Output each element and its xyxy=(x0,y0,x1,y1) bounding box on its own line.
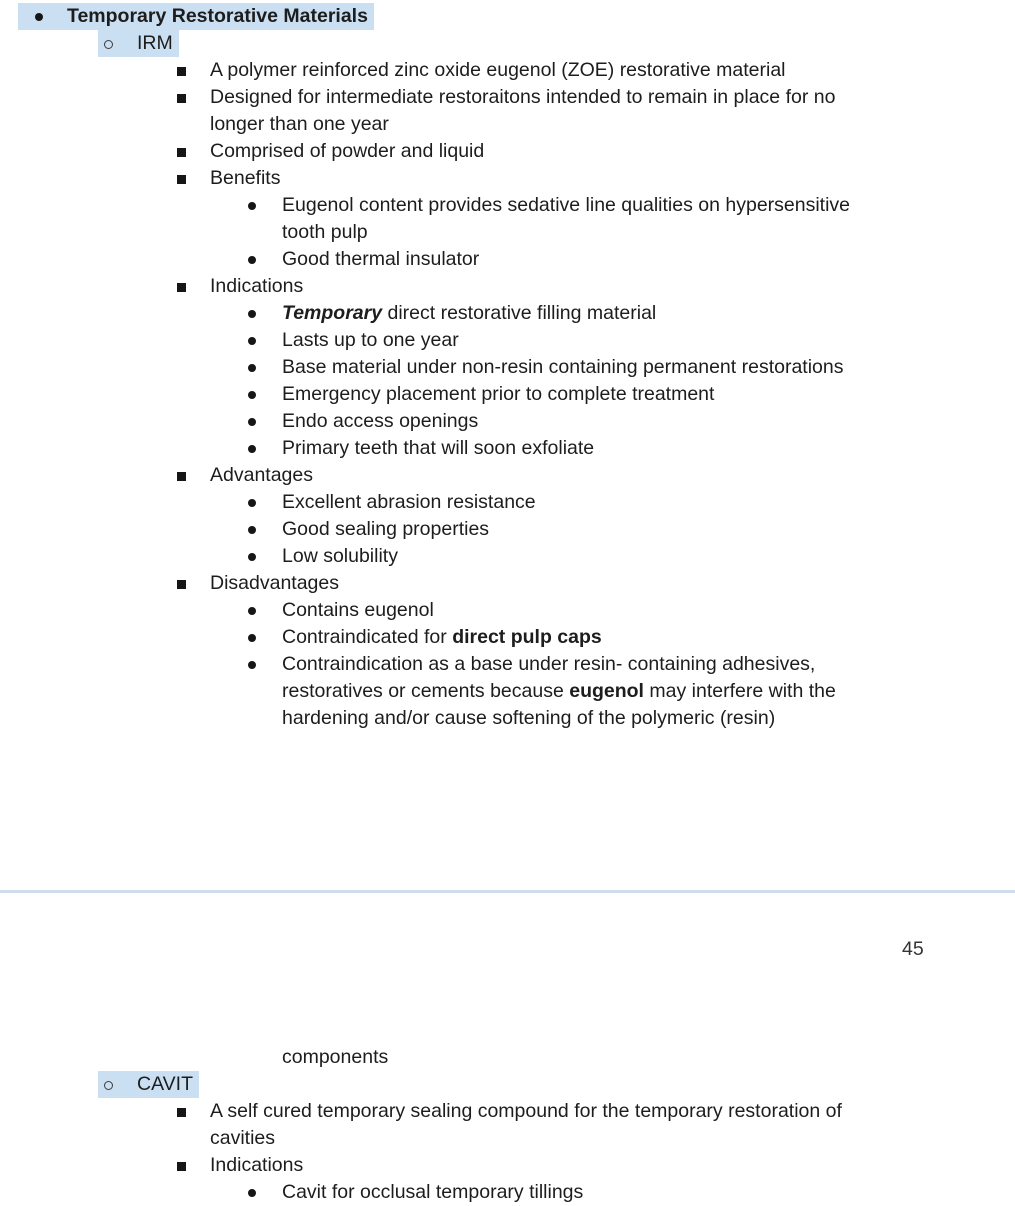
text-run: Temporary xyxy=(282,302,383,324)
list-item[interactable] xyxy=(0,489,1015,516)
list-item[interactable] xyxy=(0,651,1015,678)
text-run: Lasts up to one year xyxy=(282,329,459,351)
list-item-text xyxy=(282,435,594,462)
text-run: Good sealing properties xyxy=(282,518,490,540)
list-item[interactable] xyxy=(0,84,1015,111)
list-item[interactable] xyxy=(0,57,1015,84)
list-item-text xyxy=(282,381,714,408)
bullet-disc-icon xyxy=(248,418,256,426)
list-item-text xyxy=(282,246,479,273)
list-item[interactable] xyxy=(0,1071,1015,1098)
list-item[interactable] xyxy=(0,300,1015,327)
list-item[interactable] xyxy=(0,408,1015,435)
list-item-text xyxy=(18,3,374,30)
list-item-text xyxy=(210,138,484,165)
text-run: Disadvantages xyxy=(210,572,339,594)
list-item[interactable] xyxy=(0,1152,1015,1179)
list-item[interactable] xyxy=(0,327,1015,354)
bullet-disc-icon xyxy=(248,202,256,210)
text-run: Advantages xyxy=(210,464,313,486)
list-item-text xyxy=(210,462,313,489)
text-run: Temporary Restorative Materials xyxy=(67,5,368,27)
list-item[interactable] xyxy=(0,3,1015,30)
text-run: CAVIT xyxy=(137,1073,193,1095)
text-run: Benefits xyxy=(210,167,281,189)
list-item[interactable] xyxy=(0,219,1015,246)
text-run: Contraindication as a base under resin- containing adhesives, xyxy=(282,653,816,675)
text-run: direct pulp caps xyxy=(452,626,602,648)
list-item[interactable] xyxy=(0,192,1015,219)
list-item-text xyxy=(210,1152,303,1179)
bullet-disc-icon xyxy=(248,499,256,507)
bullet-disc-icon xyxy=(248,634,256,642)
list-item[interactable] xyxy=(0,273,1015,300)
list-item[interactable] xyxy=(0,435,1015,462)
list-item-text xyxy=(282,354,843,381)
bullet-square-icon xyxy=(177,148,186,157)
list-item[interactable] xyxy=(0,543,1015,570)
list-item-text xyxy=(282,543,398,570)
bullet-disc-icon xyxy=(248,337,256,345)
list-item-text xyxy=(282,597,434,624)
list-item[interactable] xyxy=(0,30,1015,57)
list-item-text xyxy=(282,192,850,219)
list-item[interactable] xyxy=(0,705,1015,732)
text-run: Eugenol content provides sedative line qualities on hypersensitive xyxy=(282,194,851,216)
page-number: 45 xyxy=(902,938,924,960)
bullet-circle-icon xyxy=(104,1081,113,1090)
list-item-text xyxy=(282,489,536,516)
bullet-disc-icon xyxy=(248,391,256,399)
list-item-text xyxy=(282,300,656,327)
text-run: Good thermal insulator xyxy=(282,248,480,270)
list-item-text xyxy=(210,111,389,138)
text-run: cavities xyxy=(210,1127,276,1149)
list-item-text xyxy=(282,624,602,651)
text-run: A polymer reinforced zinc oxide eugenol (ZOE) restorative material xyxy=(210,59,786,81)
list-item-text xyxy=(210,570,339,597)
bullet-disc-icon xyxy=(248,256,256,264)
list-item-text xyxy=(210,165,280,192)
list-item[interactable] xyxy=(0,624,1015,651)
bullet-disc-icon xyxy=(248,445,256,453)
text-run: Contains eugenol xyxy=(282,599,434,621)
bullet-disc-icon xyxy=(35,13,43,21)
list-item[interactable] xyxy=(0,462,1015,489)
list-item[interactable] xyxy=(0,570,1015,597)
text-run: Endo access openings xyxy=(282,410,479,432)
list-item[interactable] xyxy=(0,354,1015,381)
bullet-square-icon xyxy=(177,94,186,103)
list-item[interactable] xyxy=(0,111,1015,138)
list-item-text xyxy=(282,327,459,354)
text-run: Primary teeth that will soon exfoliate xyxy=(282,437,595,459)
list-item[interactable] xyxy=(0,165,1015,192)
list-item-text xyxy=(210,1098,842,1125)
bullet-square-icon xyxy=(177,472,186,481)
list-item-text xyxy=(210,1125,275,1152)
text-run: components xyxy=(282,1046,389,1068)
list-item-text xyxy=(98,1071,199,1098)
text-run: hardening and/or cause softening of the polymeric (resin) xyxy=(282,707,776,729)
list-item[interactable] xyxy=(0,1098,1015,1125)
bullet-disc-icon xyxy=(248,553,256,561)
text-run: tooth pulp xyxy=(282,221,368,243)
bullet-disc-icon xyxy=(248,310,256,318)
bullet-disc-icon xyxy=(248,661,256,669)
text-run: Low solubility xyxy=(282,545,398,567)
list-item-text xyxy=(282,219,368,246)
list-item-text xyxy=(282,1044,388,1071)
bullet-circle-icon xyxy=(104,40,113,49)
list-item[interactable] xyxy=(0,381,1015,408)
text-run: longer than one year xyxy=(210,113,389,135)
text-run: Comprised of powder and liquid xyxy=(210,140,485,162)
page-1-content xyxy=(0,3,1015,735)
list-item-text xyxy=(282,678,836,705)
text-run: A self cured temporary sealing compound for the temporary restoration of xyxy=(210,1100,842,1122)
text-run: IRM xyxy=(137,32,173,54)
text-run: restoratives or cements because xyxy=(282,680,570,702)
list-item[interactable] xyxy=(0,678,1015,705)
bullet-disc-icon xyxy=(248,364,256,372)
text-run: Emergency placement prior to complete treatment xyxy=(282,383,715,405)
bullet-square-icon xyxy=(177,1162,186,1171)
list-item-text xyxy=(282,408,478,435)
list-item-text xyxy=(282,1179,583,1206)
text-run: Indications xyxy=(210,1154,304,1176)
text-run: Contraindicated for xyxy=(282,626,453,648)
list-item[interactable] xyxy=(0,516,1015,543)
bullet-disc-icon xyxy=(248,607,256,615)
list-item-text xyxy=(282,705,775,732)
text-run: may interfere with the xyxy=(643,680,836,702)
bullet-square-icon xyxy=(177,175,186,184)
list-item[interactable] xyxy=(0,1179,1015,1206)
text-run: Excellent abrasion resistance xyxy=(282,491,536,513)
list-item-text xyxy=(282,516,489,543)
list-item-text xyxy=(282,651,815,678)
text-run: Base material under non-resin containing permanent restorations xyxy=(282,356,844,378)
list-item[interactable] xyxy=(0,1125,1015,1152)
text-run: direct restorative filling material xyxy=(382,302,657,324)
text-run: Cavit for occlusal temporary tillings xyxy=(282,1181,584,1203)
bullet-square-icon xyxy=(177,283,186,292)
page-2-content xyxy=(0,1044,1015,1203)
list-item-text xyxy=(210,84,835,111)
text-run: Designed for intermediate restoraitons intended to remain in place for no xyxy=(210,86,836,108)
text-run: eugenol xyxy=(569,680,644,702)
list-item-text xyxy=(210,273,303,300)
list-item-text xyxy=(210,57,786,84)
list-item[interactable] xyxy=(0,246,1015,273)
list-item[interactable] xyxy=(0,597,1015,624)
list-item[interactable] xyxy=(0,138,1015,165)
bullet-square-icon xyxy=(177,67,186,76)
list-item[interactable] xyxy=(0,1044,1015,1071)
bullet-square-icon xyxy=(177,1108,186,1117)
text-run: Indications xyxy=(210,275,304,297)
page-break-line xyxy=(0,890,1015,893)
bullet-disc-icon xyxy=(248,1189,256,1197)
bullet-disc-icon xyxy=(248,526,256,534)
bullet-square-icon xyxy=(177,580,186,589)
